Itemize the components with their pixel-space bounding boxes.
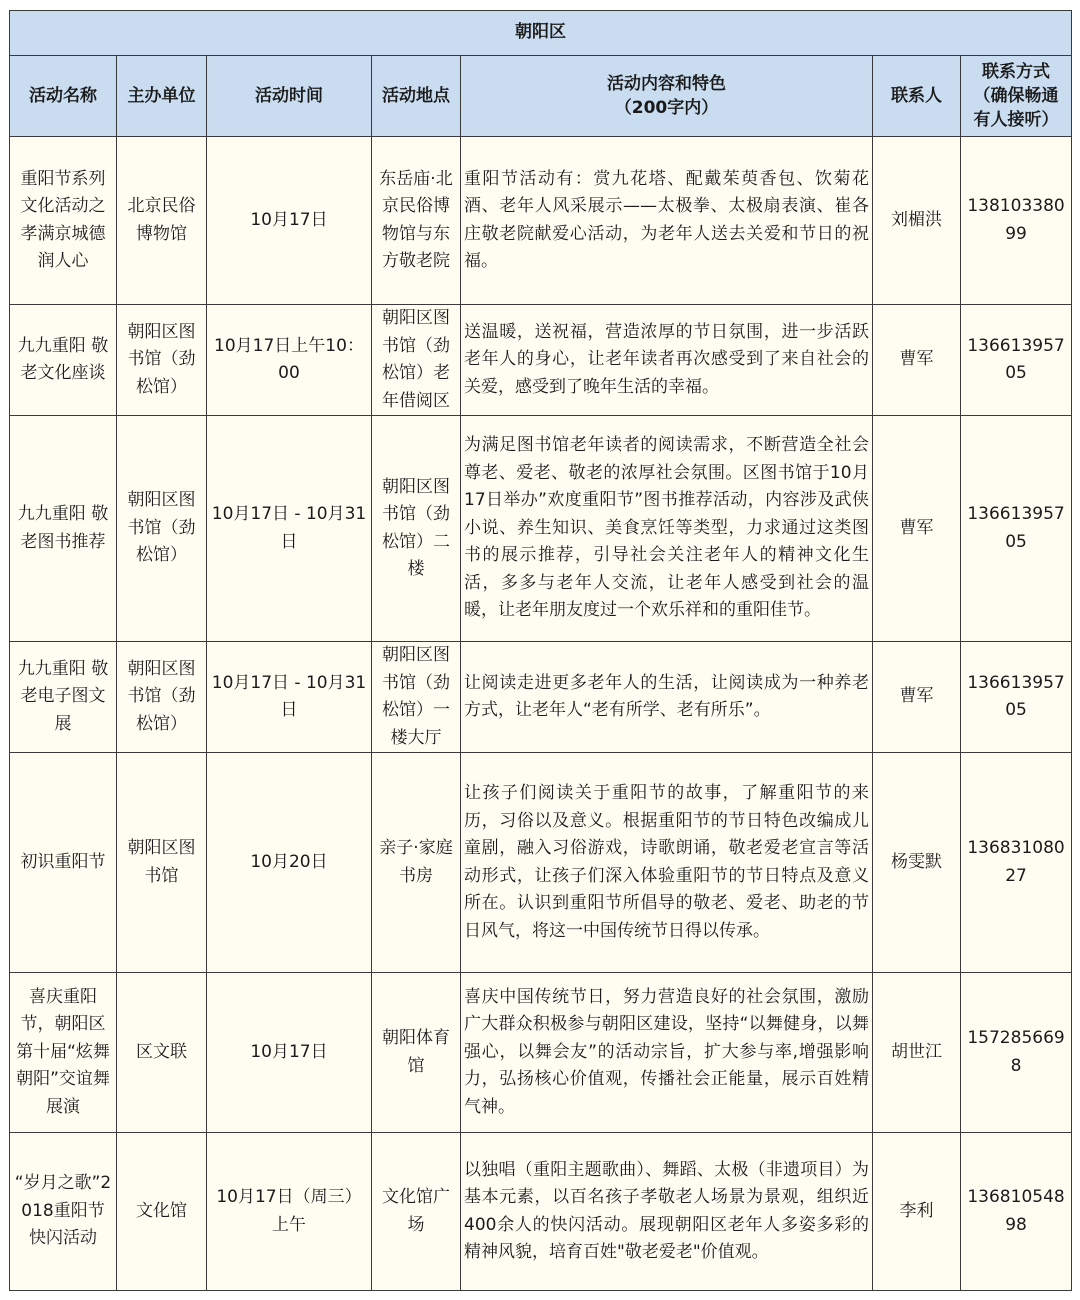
- header-contact: 联系人: [873, 56, 961, 137]
- activity-time: 10月20日: [207, 753, 372, 973]
- header-content-line1: 活动内容和特色: [607, 74, 726, 94]
- activity-phone: 1572856698: [961, 973, 1072, 1133]
- activity-time: 10月17日: [207, 137, 372, 305]
- activity-org: 朝阳区图书馆（劲松馆）: [117, 416, 207, 642]
- activity-org: 朝阳区图书馆: [117, 753, 207, 973]
- table-row: [10, 1133, 1072, 1291]
- header-time: 活动时间: [207, 56, 372, 137]
- header-org: 主办单位: [117, 56, 207, 137]
- activity-place: 文化馆广场: [372, 1133, 461, 1291]
- activity-name: 九九重阳 敬老图书推荐: [10, 416, 117, 642]
- activity-content: 让孩子们阅读关于重阳节的故事，了解重阳节的来历，习俗以及意义。根据重阳节的节日特色改编成儿童剧，融入习俗游戏，诗歌朗诵，敬老爱老宣言等活动形式，让孩子们深入体验重阳节的节日特点及意义所在。认识到重阳节所倡导的敬老、爱老、助老的节日风气，将这一中国传统节日得以传承。: [461, 753, 873, 973]
- activity-time: 10月17日上午10：00: [207, 305, 372, 416]
- activity-place: 朝阳区图书馆（劲松馆）老年借阅区: [372, 305, 461, 416]
- activity-contact: 李利: [873, 1133, 961, 1291]
- table-row: [10, 642, 1072, 753]
- activity-content: 为满足图书馆老年读者的阅读需求，不断营造全社会尊老、爱老、敬老的浓厚社会氛围。区图书馆于10月17日举办”欢度重阳节”图书推荐活动，内容涉及武侠小说、养生知识、美食烹饪等类型，力求通过这类图书的展示推荐，引导社会关注老年人的精神文化生活，多多与老年人交流，让老年人感受到社会的温暖，让老年朋友度过一个欢乐祥和的重阳佳节。: [461, 416, 873, 642]
- activity-content: 喜庆中国传统节日，努力营造良好的社会氛围，激励广大群众积极参与朝阳区建设，坚持“以舞健身，以舞强心，以舞会友”的活动宗旨，扩大参与率,增强影响力，弘扬核心价值观，传播社会正能量，展示百姓精气神。: [461, 973, 873, 1133]
- header-phone-line1: 联系方式: [982, 62, 1051, 82]
- activity-contact: 胡世江: [873, 973, 961, 1133]
- activity-content: 以独唱（重阳主题歌曲）、舞蹈、太极（非遗项目）为基本元素，以百名孩子孝敬老人场景为景观，组织近400余人的快闪活动。展现朝阳区老年人多姿多彩的精神风貌，培育百姓"敬老爱老"价值观。: [461, 1133, 873, 1291]
- activity-phone: 13810338099: [961, 137, 1072, 305]
- activity-phone: 13681054898: [961, 1133, 1072, 1291]
- activity-name: 重阳节系列文化活动之孝满京城德润人心: [10, 137, 117, 305]
- activity-table: [9, 10, 1072, 1291]
- table-row: [10, 416, 1072, 642]
- activity-contact: 曹军: [873, 305, 961, 416]
- table-row: [10, 137, 1072, 305]
- activity-name: 初识重阳节: [10, 753, 117, 973]
- activity-phone: 13661395705: [961, 642, 1072, 753]
- activity-name: 九九重阳 敬老电子图文展: [10, 642, 117, 753]
- activity-content: 送温暖，送祝福，营造浓厚的节日氛围，进一步活跃老年人的身心，让老年读者再次感受到了来自社会的关爱，感受到了晚年生活的幸福。: [461, 305, 873, 416]
- header-phone: [961, 56, 1072, 137]
- activity-contact: 杨雯默: [873, 753, 961, 973]
- activity-place: 亲子·家庭书房: [372, 753, 461, 973]
- table-row: [10, 753, 1072, 973]
- activity-time: 10月17日（周三）上午: [207, 1133, 372, 1291]
- district-title: 朝阳区: [10, 11, 1072, 56]
- activity-org: 朝阳区图书馆（劲松馆）: [117, 642, 207, 753]
- activity-contact: 曹军: [873, 642, 961, 753]
- activity-place: 朝阳区图书馆（劲松馆）一楼大厅: [372, 642, 461, 753]
- activity-org: 文化馆: [117, 1133, 207, 1291]
- header-name: 活动名称: [10, 56, 117, 137]
- activity-place: 东岳庙·北京民俗博物馆与东方敬老院: [372, 137, 461, 305]
- activity-org: 北京民俗博物馆: [117, 137, 207, 305]
- table-row: [10, 305, 1072, 416]
- header-content: [461, 56, 873, 137]
- activity-time: 10月17日 - 10月31日: [207, 642, 372, 753]
- activity-name: “岁月之歌”2018重阳节快闪活动: [10, 1133, 117, 1291]
- header-place: 活动地点: [372, 56, 461, 137]
- activity-place: 朝阳体育馆: [372, 973, 461, 1133]
- activity-content: 让阅读走进更多老年人的生活，让阅读成为一种养老方式，让老年人“老有所学、老有所乐”。: [461, 642, 873, 753]
- activity-name: 九九重阳 敬老文化座谈: [10, 305, 117, 416]
- activity-org: 朝阳区图书馆（劲松馆）: [117, 305, 207, 416]
- activity-contact: 曹军: [873, 416, 961, 642]
- activity-org: 区文联: [117, 973, 207, 1133]
- activity-contact: 刘楣洪: [873, 137, 961, 305]
- activity-phone: 13661395705: [961, 416, 1072, 642]
- activity-phone: 13683108027: [961, 753, 1072, 973]
- activity-place: 朝阳区图书馆（劲松馆）二楼: [372, 416, 461, 642]
- header-phone-line3: 有人接听）: [973, 110, 1059, 130]
- activity-time: 10月17日 - 10月31日: [207, 416, 372, 642]
- header-content-line2: （200字内）: [614, 98, 719, 118]
- activity-content: 重阳节活动有：赏九花塔、配戴茱萸香包、饮菊花酒、老年人风采展示——太极拳、太极扇表演、崔各庄敬老院献爱心活动，为老年人送去关爱和节日的祝福。: [461, 137, 873, 305]
- activity-name: 喜庆重阳节，朝阳区第十届“炫舞朝阳”交谊舞展演: [10, 973, 117, 1133]
- header-phone-line2: （确保畅通: [973, 86, 1059, 106]
- table-row: [10, 973, 1072, 1133]
- activity-time: 10月17日: [207, 973, 372, 1133]
- activity-phone: 13661395705: [961, 305, 1072, 416]
